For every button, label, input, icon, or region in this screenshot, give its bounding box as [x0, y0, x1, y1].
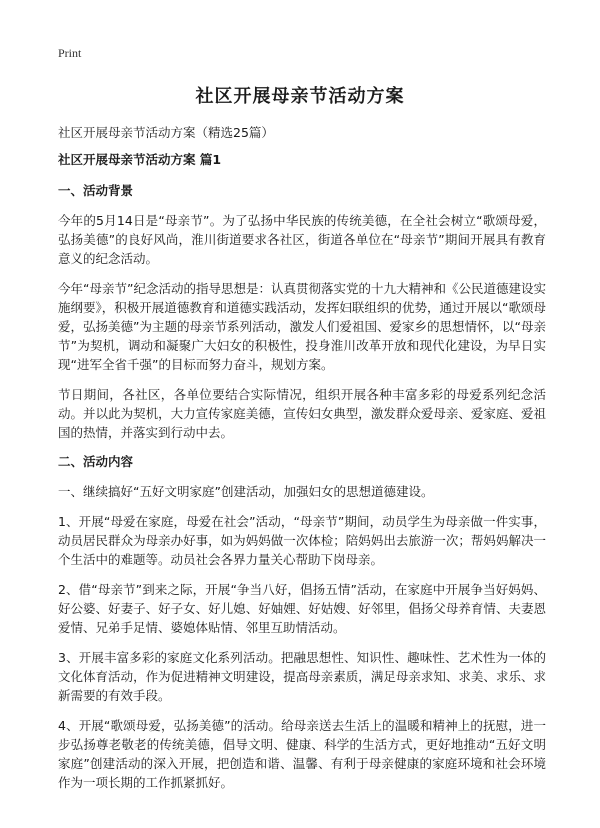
- paragraph: 今年的5月14日是“母亲节”。为了弘扬中华民族的传统美德，在全社会树立“歌颂母爱，弘扬美德”的良好风尚，淮川街道要求各社区，街道各单位在“母亲节”期间开展具有教育意义的纪念活动。: [58, 213, 546, 266]
- paragraph: 2、借“母亲节”到来之际，开展“争当八好，倡扬五情”活动，在家庭中开展争当好妈妈、好公婆、好妻子、好子女、好儿媳、好妯娌、好姑嫂、好邻里，倡扬父母养育情、夫妻恩爱情、兄弟手足情、婆媳体贴情、邻里互助情活动。: [58, 582, 546, 635]
- section-heading: 二、活动内容: [58, 454, 134, 469]
- article-heading: 社区开展母亲节活动方案 篇1: [58, 152, 222, 167]
- paragraph: 4、开展“歌颂母爱，弘扬美德”的活动。给母亲送去生活上的温暖和精神上的抚慰，进一步弘扬尊老敬老的传统美德，倡导文明、健康、科学的生活方式，更好地推动“五好文明家庭”创建活动的深入开展，把创造和谐、温馨、有利于母亲健康的家庭环境和社会环境作为一项长期的工作抓紧抓好。: [58, 718, 546, 790]
- paragraph: 1、开展“母爱在家庭，母爱在社会”活动，“母亲节”期间，动员学生为母亲做一件实事，动员居民群众为母亲办好事，如为妈妈做一次体检；陪妈妈出去旅游一次；帮妈妈解决一个生活中的难题等。动员社会各界力量关心帮助下岗母亲。: [58, 514, 546, 567]
- paragraph: 一、继续搞好“五好文明家庭”创建活动，加强妇女的思想道德建设。: [58, 484, 434, 499]
- section-background: [58, 182, 546, 442]
- paragraph: 今年“母亲节”纪念活动的指导思想是：认真贯彻落实党的十九大精神和《公民道德建设实施纲要》，积极开展道德教育和道德实践活动，发挥妇联组织的优势，通过开展以“歌颂母爱，弘扬美德”为主题的母亲节系列活动，激发人们爱祖国、爱家乡的思想情怀，以“母亲节”为契机，调动和凝聚广大妇女的积极性，投身淮川改革开放和现代化建设，为早日实现“进军全省千强”的目标而努力奋斗，规划方案。: [58, 281, 546, 372]
- paragraph: 节日期间，各社区，各单位要结合实际情况，组织开展各种丰富多彩的母爱系列纪念活动。并以此为契机，大力宣传家庭美德，宣传妇女典型，激发群众爱母亲、爱家庭、爱祖国的热情，并落实到行动中去。: [58, 387, 546, 440]
- paragraph: 3、开展丰富多彩的家庭文化系列活动。把融思想性、知识性、趣味性、艺术性为一体的文化体育活动，作为促进精神文明建设，提高母亲素质，满足母亲求知、求美、求乐、求新需要的有效手段。: [58, 650, 546, 703]
- document-title: 社区开展母亲节活动方案: [195, 86, 405, 107]
- section-content: [58, 453, 546, 792]
- article-body: [58, 151, 546, 803]
- print-label: Print: [58, 46, 82, 60]
- document-subtitle: 社区开展母亲节活动方案（精选25篇）: [58, 125, 274, 140]
- section-heading: 一、活动背景: [58, 183, 134, 198]
